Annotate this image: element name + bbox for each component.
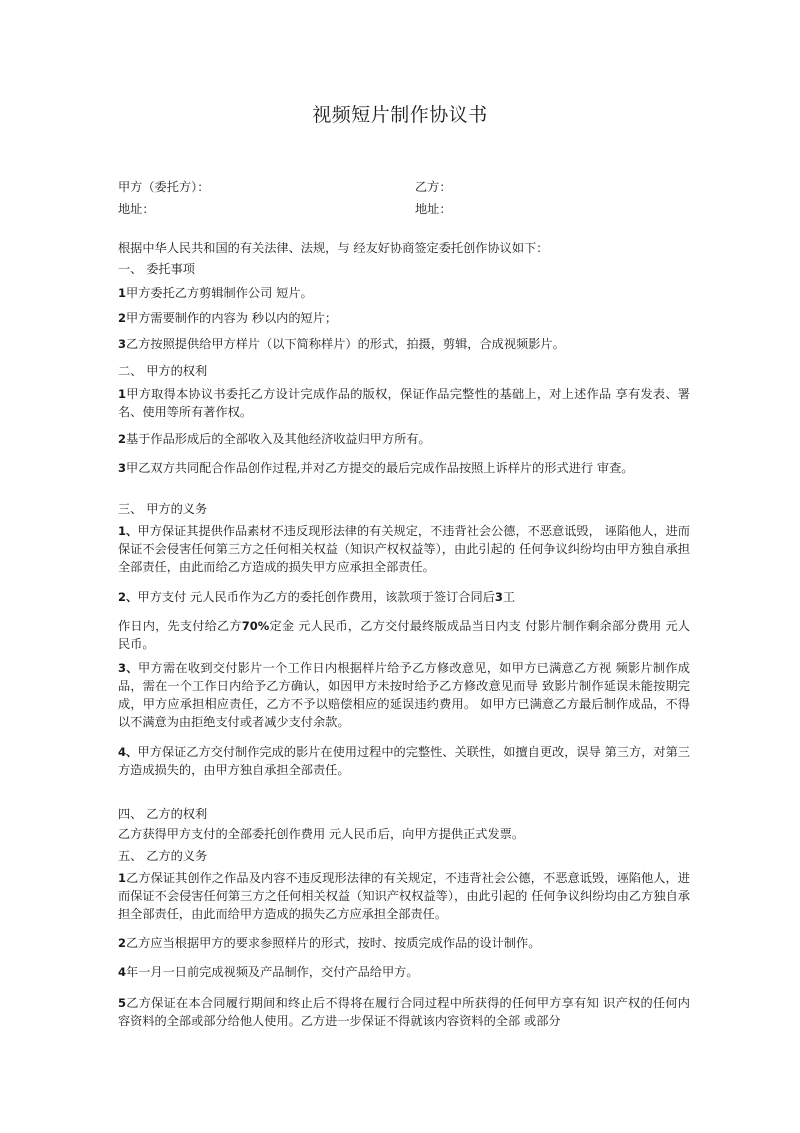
item-text: 甲方需要制作的内容为 秒以内的短片； — [126, 311, 338, 325]
s2-item-1 — [118, 385, 690, 421]
item-text-2: 定金 元人民币，乙方交付最终版成品当日内支 付影片制作剩余部分费用 元人民币。 — [118, 619, 691, 651]
item-text: 甲方委托乙方剪辑制作公司 短片。 — [126, 286, 313, 300]
item-text: 甲乙双方共同配合作品创作过程,并对乙方提交的最后完成作品按照上诉样片的形式进行 审查。 — [126, 461, 634, 475]
item-text: 基于作品形成后的全部收入及其他经济收益归甲方所有。 — [126, 432, 431, 446]
s3-item-1 — [118, 522, 690, 576]
day-count: 3 — [494, 590, 503, 604]
item-number: 2、 — [118, 590, 138, 604]
item-text: 乙方按照提供给甲方样片（以下简称样片）的形式，拍摄，剪辑，合成视频影片。 — [126, 337, 565, 351]
s5-item-5 — [118, 994, 690, 1030]
s3-item-3 — [118, 659, 690, 731]
item-text: 年一月一日前完成视频及产品制作，交付产品给甲方。 — [126, 965, 419, 979]
item-text: 甲方取得本协议书委托乙方设计完成作品的版权，保证作品完整性的基础上，对上述作品 享有发表、署名、使用等所有著作权。 — [118, 387, 690, 419]
intro-paragraph: 根据中华人民共和国的有关法律、法规，与 经友好协商签定委托创作协议如下： — [118, 241, 549, 255]
item-number: 1 — [118, 871, 127, 885]
s5-item-4 — [118, 963, 690, 981]
s2-item-3 — [118, 459, 690, 477]
item-text: 甲方支付 元人民币作为乙方的委托创作费用，该款项于签订合同后 — [137, 590, 495, 604]
s1-item-3 — [118, 335, 690, 353]
item-text: 甲方保证乙方交付制作完成的影片在使用过程中的完整性、关联性，如擅自更改，误导 第三方，对第三方造成损失的，由甲方独自承担全部责任。 — [118, 745, 690, 777]
item-number: 3 — [118, 461, 127, 475]
s4-text: 乙方获得甲方支付的全部委托创作费用 元人民币后，向甲方提供正式发票。 — [118, 827, 525, 841]
s1-item-2 — [118, 309, 690, 327]
item-text: 乙方应当根据甲方的要求参照样片的形式，按时、按质完成作品的设计制作。 — [126, 936, 541, 950]
s3-item-2 — [118, 588, 690, 606]
item-text: 乙方保证在本合同履行期间和终止后不得将在履行合同过程中所获得的任何甲方享有知 识产权的任何内容资料的全部或部分给他人使用。乙方进一步保证不得就该内容资料的全部 或部分 — [118, 996, 690, 1028]
item-number: 3 — [118, 337, 127, 351]
item-text: 乙方保证其创作之作品及内容不违反现形法律的有关规定，不违背社会公德，不恶意诋毁，诬陷他人，进而保证不会侵害任何第三方之任何相关权益（知识产权权益等），由此引起的 任何争议纠纷均由乙方独自承担全部责任，由此而给甲方造成的损失乙方应承担全部责任。 — [118, 871, 690, 921]
item-text-tail: 工 — [502, 590, 516, 604]
s3-item-4 — [118, 743, 690, 779]
address-a-label: 地址： — [118, 202, 155, 216]
party-a-label: 甲方（委托方）： — [118, 180, 210, 194]
section-3-heading: 三、 甲方的义务 — [118, 502, 208, 516]
s5-item-2 — [118, 934, 690, 952]
item-number: 2 — [118, 432, 127, 446]
item-text: 甲方保证其提供作品素材不违反现形法律的有关规定，不违背社会公德，不恶意诋毁， 诬陷他人，进而保证不会侵害任何第三方之任何相关权益（知识产权权益等），由此引起的 任何争议纠纷均由甲方独自承担全部责任，由此而给乙方造成的损失甲方应承担全部责任。 — [118, 524, 690, 574]
address-b-label: 地址： — [415, 202, 452, 216]
section-2-heading: 二、 甲方的权利 — [118, 364, 208, 378]
deposit-percent: 70% — [241, 619, 270, 633]
item-number: 3、 — [118, 661, 139, 675]
party-b-label: 乙方： — [415, 180, 452, 194]
item-number: 1、 — [118, 524, 138, 538]
s5-item-1 — [118, 869, 690, 923]
item-number: 4 — [118, 965, 127, 979]
section-1-heading: 一、 委托事项 — [118, 262, 195, 276]
s2-item-2 — [118, 430, 690, 448]
item-number: 5 — [118, 996, 127, 1010]
s1-item-1 — [118, 284, 690, 302]
item-number: 2 — [118, 311, 127, 325]
item-text: 甲方需在收到交付影片一个工作日内根据样片给予乙方修改意见，如甲方已满意乙方视 频影片制作成品，需在一个工作日内给予乙方确认，如因甲方未按时给予乙方修改意见而导 致影片制作延误未能按期完成，甲方应承担相应责任，乙方不予以赔偿相应的延误违约费用。 如甲方已满意乙方最后制作成品，不得以不满意为由拒绝支付或者减少支付余款。 — [118, 661, 690, 729]
document-title: 视频短片制作协议书 — [312, 104, 488, 126]
item-number: 2 — [118, 936, 127, 950]
item-text: 作日内，先支付给乙方 — [118, 619, 242, 633]
section-5-heading: 五、 乙方的义务 — [118, 849, 208, 863]
section-4-heading: 四、 乙方的权利 — [118, 807, 208, 821]
s3-item-2-cont — [118, 617, 690, 653]
item-number: 1 — [118, 286, 127, 300]
item-number: 1 — [118, 387, 127, 401]
item-number: 4、 — [118, 745, 138, 759]
